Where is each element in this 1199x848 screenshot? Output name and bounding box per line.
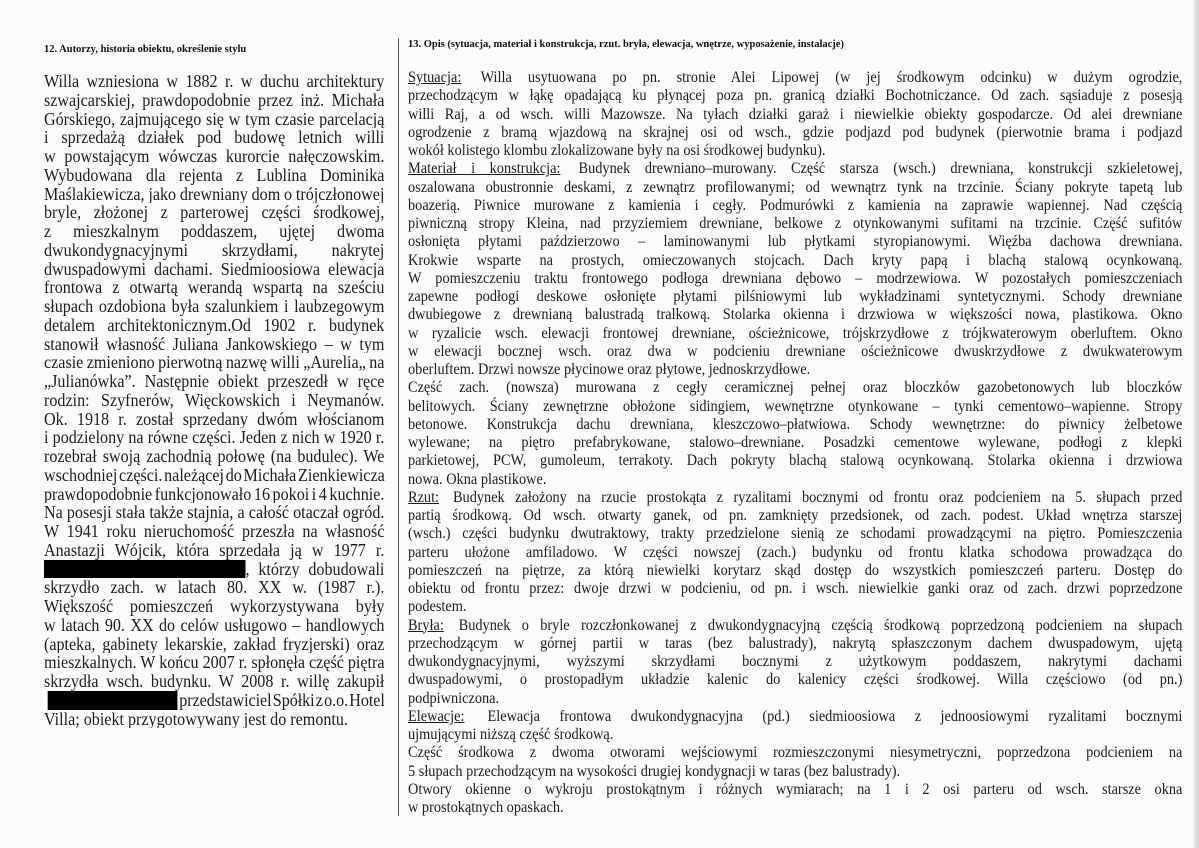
text-line: pomieszczeń na piętrze, za którą niewielki korytarz skąd dostęp do wszystkich pomieszczeń parteru. Dostęp do: [408, 560, 1183, 579]
section-12-heading: 12. Autorzy, historia obiektu, określenie stylu: [44, 44, 247, 55]
text-line-content: Willa usytuowana po pn. stronie Alei Lipowej (w jej środkowym odcinku) w dużym ogrodzie,: [480, 68, 1183, 86]
section-label: Bryła:: [408, 615, 444, 634]
text-line: z mieszkalnym poddaszem, ujętej dwoma: [44, 222, 385, 241]
text-line: oberluftem. Drzwi nowsze płycinowe oraz płytowe, jednoskrzydłowe.: [408, 360, 811, 378]
text-line: wylewane; na piętro prefabrykowane, stalowo–drewniane. Posadzki cementowe wylewane, podłogi z klepki: [408, 433, 1183, 451]
text-line: osłonięta płytami paździerzowo – laminowanymi lub płytkami styropianowymi. Więźba dachowa drewniana.: [408, 232, 1183, 251]
text-line: rodzin: Szyfnerów, Więckowskich i Neymanów.: [44, 390, 385, 410]
text-line: nowa. Okna plastikowe.: [408, 469, 547, 488]
redaction-box: [44, 560, 245, 579]
text-line: dwukondygnacyjnymi, wyższymi skrzydłami bocznymi z użytkowym poddaszem, nakrytymi dachami: [408, 652, 1183, 670]
text-line-redacted: [44, 691, 384, 710]
text-line: i podzielony na równe części. Jeden z nich w 1920 r.: [44, 428, 385, 447]
section-13-heading: 13. Opis (sytuacja, materiał i konstrukcja, rzut. bryła, elewacja, wnętrze, wyposażenie, instalacje): [408, 39, 844, 50]
text-line: detalem architektonicznym.Od 1902 r. budynek: [44, 315, 385, 335]
text-line: dwuspadowymi, o prostopadłym układzie kalenic do kalenicy części środkowej. Willa częściowo (od pn.): [408, 670, 1183, 689]
section-label: Materiał i konstrukcja:: [408, 159, 561, 178]
text-line: parkietowej, PCW, gumoleum, terrakoty. Dach pokryty blachą stalową ocynkowaną. Stolarka okienna i drzwiowa: [408, 451, 1183, 470]
text-line: ogrodzenie z bramą wjazdową na skrajnej osi od wsch., gdzie podjazd pod budynek (pierwotnie brama i podjazd: [408, 122, 1183, 141]
text-line: Otwory okienne o wykroju prostokątnym i różnych wymiarach; na 1 i 2 osi parteru od wsch. starsze okna: [408, 779, 1183, 798]
text-line: prawdopodobnie funkcjonowało 16 pokoi i 4 kuchnie.: [44, 484, 385, 504]
section-label: Sytuacja:: [408, 68, 462, 86]
text-line: Maślakiewicza, jako drewniany dom o trójczłonowej: [44, 184, 385, 204]
text-line-content: przedstawiciel Spółki z o.o. Hotel: [179, 690, 385, 710]
text-line: betonowe. Konstrukcja dachu drewniana, kleszczowo–płatwiowa. Schody wewnętrzne: do piwnicy żelbetowe: [408, 414, 1183, 433]
text-line: wokół kolistego klombu zlokalizowane były na osi środkowej budynku).: [408, 141, 826, 159]
section-label: Rzut:: [408, 487, 440, 506]
section-label: Elewacje:: [408, 706, 465, 725]
text-line: przechodzącym w górnej partii w taras (bez balustrady), nakrytą spłaszczonym dachem dwuspadowym, ujętą: [408, 633, 1183, 652]
text-line: Część środkowa z dwoma otworami wejściowymi rozmieszczonymi niesymetryczni, poprzedzona podcieniem na: [408, 743, 1183, 762]
text-line: (apteka, gabinety lekarskie, zakład fryzjerski) oraz: [44, 634, 385, 654]
text-line: Villa; obiekt przygotowywany jest do remontu.: [44, 709, 348, 729]
text-line: W 1941 roku nieruchomość przeszła na własność: [44, 522, 385, 541]
text-line: partią środkową. Od wsch. otwarty ganek, od pn. zamknięty przedsionek, od zach. podest. Układ wnętrza starszej: [408, 506, 1183, 524]
text-line: ujmującymi niższą część środkową.: [408, 725, 614, 743]
description-text-column: [408, 68, 1182, 816]
text-line: podestem.: [408, 597, 467, 616]
text-line: frontowa z otwartą werandą wspartą na sześciu: [44, 278, 385, 297]
text-line: w latach 90. XX do celów usługowo – handlowych: [44, 615, 385, 635]
text-line: [408, 707, 1182, 725]
text-line-content: Elewacja frontowa dwukondygnacyjna (pd.) siedmioosiowa z jednoosiowymi ryzalitami bocznymi: [487, 706, 1183, 725]
text-line: w elewacji bocznej wsch. oraz dwa w podcieniu drewniane ościeżnicowe dwuskrzydłowe z dwukwaterowym: [408, 341, 1183, 360]
text-line: przechodzącym w łąkę opadającą ku płynącej poza pn. granicą działki Bochotniczance. Od zach. sąsiaduje z posesją: [408, 86, 1183, 105]
text-line: oszalowana obustronnie deskami, z zewnątrz profilowanymi; od wewnątrz tynk na trzcinie. Ściany pokryte tapetą lub: [408, 177, 1183, 196]
redaction-box: [48, 691, 178, 710]
text-line-content: Budynek założony na rzucie prostokąta z ryzalitami bocznymi od frontu oraz podcieniem na 5. słupach przed: [452, 487, 1183, 506]
text-line: obiektu od frontu przez: dwoje drzwi w podcieniu, od pn. i wsch. niewielkie ganki oraz od zach. drzwi poprzedzone: [408, 579, 1183, 597]
text-line: [408, 616, 1182, 634]
history-text-column: [44, 72, 384, 728]
text-line: piwniczną stropy Kleina, nad przyziemiem drewniane, belkowe z otynkowanymi sufitami na trzcinie. Część sufitów: [408, 214, 1183, 232]
text-line: Wybudowana dla rejenta z Lublina Dominika: [44, 165, 385, 185]
scan-edge-shadow: [1193, 0, 1199, 848]
text-line: i sprzedażą działek pod budowę letnich willi: [44, 128, 385, 147]
text-line: Na posesji stała także stajnia, a całość otaczał ogród.: [44, 503, 385, 522]
text-line: [408, 488, 1182, 506]
text-line: parteru ułożone amfiladowo. W części nowszej (zach.) budynku od frontu klatka schodowa prowadząca do: [408, 542, 1183, 561]
text-line: Anastazji Wójcik, która sprzedała ją w 1977 r.: [44, 540, 385, 560]
text-line-redacted: [44, 560, 384, 579]
text-line: willi Raj, a od wsch. willi Mazowsze. Na tyłach działki garaż i niewielkie obiekty gospodarcze. Od alei drewniane: [408, 104, 1183, 123]
text-line: czasie zmieniono pierwotną nazwę willi „Aurelia„ na: [44, 353, 385, 372]
text-line: stanowił własność Juliana Jankowskiego – w tym: [44, 334, 385, 354]
text-line: belitowych. Ściany zewnętrzne obłożone sidingiem, wewnętrzne otynkowane – tynki cementowo–wapienne. Stropy: [408, 396, 1183, 415]
text-line: (wsch.) części budynku dwutraktowy, trakty przedzielone sienią ze schodami prowadzącymi na piętro. Pomieszczenia: [408, 524, 1183, 543]
text-line: [408, 68, 1182, 86]
text-line-content: Budynek o bryle rozczłonkowanej z dwukondygnacyjną częścią środkową poprzedzoną podcieniem na słupach: [458, 615, 1183, 634]
text-line: skrzydło zach. w latach 80. XX w. (1987 r.).: [44, 578, 385, 597]
text-line: dwubiegowe z drewnianą balustradą tralkową. Stolarka okienna i drzwiowa w większości nowa, plastikowa. Okno: [408, 305, 1183, 324]
text-line: boazerią. Piwnice murowane z kamienia i cegły. Podmurówki z kamienia na zaprawie wapiennej. Nad częścią: [408, 195, 1183, 214]
text-line: 5 słupach przechodzącym na wysokości drugiej kondygnacji w taras (bez balustrady).: [408, 761, 901, 780]
text-line: bryle, złożonej z parterowej części środkowej,: [44, 203, 385, 222]
text-line: zapewne podłogi deskowe osłonięte płytami pilśniowymi lub wykładzinami syntetycznymi. Schody drewniane: [408, 287, 1183, 305]
text-line: rozebrał swoją zachodnią połowę (na budulec). We: [44, 447, 385, 466]
text-line: szwajcarskiej, prawdopodobnie przez inż. Michała: [44, 90, 385, 110]
text-line-content: , którzy dobudowali: [245, 559, 385, 579]
text-line: „Julianówka”. Następnie obiekt przeszedł w ręce: [44, 372, 385, 391]
text-line: [408, 159, 1182, 177]
column-divider: [398, 38, 399, 816]
text-line: mieszkalnych. W końcu 2007 r. spłonęła część piętra: [44, 653, 385, 672]
text-line: w ryzalicie wsch. elewacji frontowej drewniane, ościeżnicowe, trójskrzydłowe z trójkwaterowym oberluftem. Okno: [408, 323, 1183, 342]
text-line: Górskiego, zajmującego się w tym czasie parcelacją: [44, 109, 385, 129]
text-line: W pomieszczeniu traktu frontowego podłoga drewniana dębowo – modrzewiowa. W pozostałych pomieszczeniach: [408, 268, 1183, 287]
text-line: dwuspadowymi dachami. Siedmioosiowa elewacja: [44, 259, 385, 279]
text-line: Krokwie wsparte na prostych, omieczowanych stojcach. Dach kryty papą i blachą stalową ocynkowaną.: [408, 250, 1183, 269]
text-line: dwukondygnacyjnymi skrzydłami, nakrytej: [44, 240, 385, 260]
text-line: skrzydła wsch. budynku. W 2008 r. willę zakupił: [44, 672, 385, 691]
text-line: Willa wzniesiona w 1882 r. w duchu architektury: [44, 72, 385, 91]
text-line: w prostokątnych opaskach.: [408, 798, 564, 816]
text-line: Większość pomieszczeń wykorzystywana były: [44, 597, 385, 616]
text-line-content: Budynek drewniano–murowany. Część starsza (wsch.) drewniana, konstrukcji szkieletowej,: [578, 159, 1183, 178]
text-line: wschodniej części. należącej do Michała Zienkiewicza: [44, 465, 385, 485]
text-line: w powstającym wówczas kurorcie nałęczowskim.: [44, 147, 385, 166]
text-line: podpiwniczona.: [408, 688, 500, 707]
text-line: Ok. 1918 r. został sprzedany dwóm włościanom: [44, 409, 385, 429]
text-line: Część zach. (nowsza) murowana z cegły ceramicznej pełnej oraz bloczków gazobetonowych lub bloczków: [408, 378, 1183, 397]
text-line: słupach ozdobiona była szalunkiem i laubzegowym: [44, 297, 385, 316]
